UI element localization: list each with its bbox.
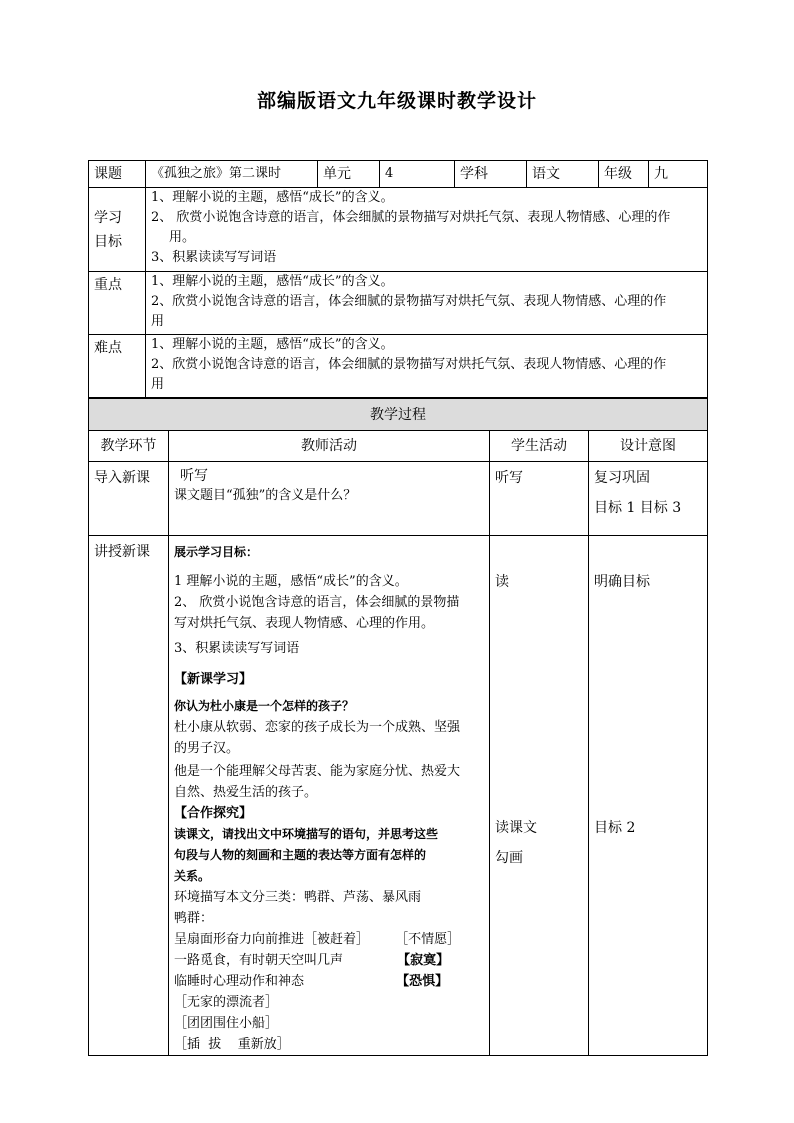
key-label: 重点 bbox=[89, 272, 146, 335]
goals-heading: 展示学习目标： bbox=[174, 545, 259, 559]
col-student: 学生活动 bbox=[490, 431, 589, 462]
lecture-teacher: 展示学习目标： 1 理解小说的主题，感悟“成长”的含义。 2、 欣赏小说饱含诗意的语言，体会细腻的景物描 写对烘托气氛、表现人物情感、心理的作用。 3、积累读读写写词语 【新课学习】 你认为杜小康是一个怎样的孩子？ 杜小康从软弱、恋家的孩子成长为一个成熟、坚强 的男子汉。 他是一个能理解父母苦衷、能为家庭分忧、热爱大 自然、热爱生活的孩子。 【合作探究】 读课文，请找出文中环境描写的语句，并思考这些 句段与人物的刻画和主题的表达等方面有怎样的 关系。 环境描写本文分三类：鸭群、芦荡、暴风雨 鸭群： 呈扇面形奋力向前推进［被赶着］ ［不情愿］ 一路觅食，有时朝天空叫几声 【寂寞】 临睡时心理动作和神态 【恐惧】 ［无家的漂流者］ ［团团围住小船］ ［插 拔 重新放］ bbox=[169, 536, 490, 1056]
goals-content bbox=[146, 188, 708, 272]
topic-label: 课题 bbox=[89, 161, 146, 188]
subject-label: 学科 bbox=[455, 161, 527, 188]
teaching-process-table bbox=[88, 398, 708, 1056]
key-content: 1、理解小说的主题，感悟“成长”的含义。 2、欣赏小说饱含诗意的语言，体会细腻的景物描写对烘托气氛、表现人物情感、心理的作 用 bbox=[146, 272, 708, 335]
subject-value: 语文 bbox=[527, 161, 599, 188]
goal-line-2: 2、 欣赏小说饱含诗意的语言，体会细腻的景物描写对烘托气氛、表现人物情感、心理的作 bbox=[151, 210, 671, 225]
question-text: 你认为杜小康是一个怎样的孩子？ bbox=[174, 699, 355, 713]
goals-label: 学习 目标 bbox=[89, 188, 146, 272]
difficult-content: 1、理解小说的主题，感悟“成长”的含义。 2、欣赏小说饱含诗意的语言，体会细腻的景物描写对烘托气氛、表现人物情感、心理的作 用 bbox=[146, 335, 708, 398]
goal-line-1: 1、理解小说的主题，感悟“成长”的含义。 bbox=[151, 190, 394, 205]
intro-intent: 复习巩固 目标 1 目标 3 bbox=[589, 462, 708, 536]
lecture-intent: 明确目标 目标 2 bbox=[589, 536, 708, 1056]
goal-line-2-cont: 用。 bbox=[169, 230, 196, 245]
grade-label: 年级 bbox=[599, 161, 649, 188]
lecture-student: 读 读课文 勾画 bbox=[490, 536, 589, 1056]
new-lesson-heading: 【新课学习】 bbox=[174, 672, 253, 687]
coop-heading: 【合作探究】 bbox=[174, 806, 253, 821]
col-stage: 教学环节 bbox=[89, 431, 169, 462]
unit-label: 单元 bbox=[318, 161, 380, 188]
lecture-stage: 讲授新课 bbox=[89, 536, 169, 1056]
process-title: 教学过程 bbox=[89, 399, 708, 431]
col-teacher: 教师活动 bbox=[169, 431, 490, 462]
difficult-label: 难点 bbox=[89, 335, 146, 398]
topic-value: 《孤独之旅》第二课时 bbox=[146, 161, 318, 188]
page-title: 部编版语文九年级课时教学设计 bbox=[256, 90, 537, 112]
intro-teacher: 听写 课文题目“孤独”的含义是什么？ bbox=[169, 462, 490, 536]
col-intent: 设计意图 bbox=[589, 431, 708, 462]
lesson-info-table bbox=[88, 160, 708, 398]
intro-stage: 导入新课 bbox=[89, 462, 169, 536]
grade-value: 九 bbox=[649, 161, 708, 188]
unit-value: 4 bbox=[380, 161, 455, 188]
goal-line-3: 3、积累读读写写词语 bbox=[151, 250, 277, 265]
intro-student: 听写 bbox=[490, 462, 589, 536]
